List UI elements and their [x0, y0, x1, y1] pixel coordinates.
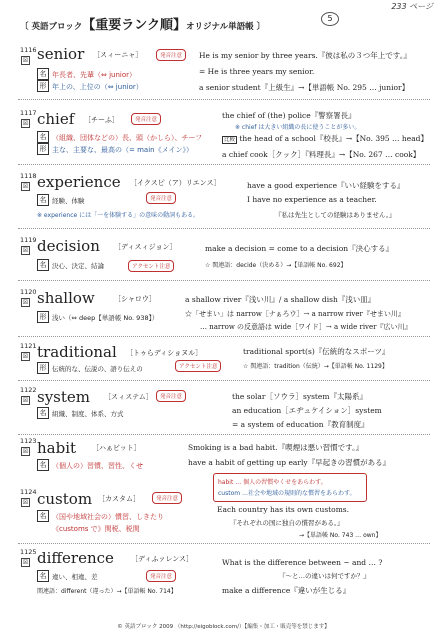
entry-number: 1123	[20, 437, 37, 445]
pronunciation: ［ディふァレンス］	[131, 555, 194, 563]
badge-accent: アクセント注意	[175, 360, 221, 372]
pronunciation: ［ハぁビット］	[92, 444, 141, 452]
pronunciation: ［スィーニャ］	[93, 51, 143, 59]
headword: custom	[37, 490, 93, 508]
checkbox[interactable]: ☒	[22, 183, 29, 190]
example: a senior student『上級生』→【単語帳 No. 295 … junior】	[199, 83, 410, 92]
pos-noun: 名	[37, 407, 49, 419]
page-number: 233 ページ	[391, 2, 433, 11]
meaning: 主な、主要な、最高の（= main《メイン》）	[52, 146, 193, 154]
checkbox[interactable]: ☒	[22, 448, 29, 455]
example: 比較 the head of a school『校長』→【No. 395 … head】	[224, 134, 428, 143]
badge-pronunciation: 発音注意	[146, 192, 176, 204]
related: →【単語帳 No. 743 … own】	[299, 532, 382, 539]
divider	[18, 228, 430, 229]
pos-adjective: 形	[37, 143, 49, 155]
headword: experience	[37, 173, 121, 191]
page-title: 〔 英語ブロック【重要ランク順】オリジナル単語帳 〕	[20, 18, 266, 33]
meaning: 浅い（⇔ deep【単語帳 No. 938】）	[52, 314, 159, 322]
entry-number: 1116	[20, 46, 37, 54]
example: make a decision = come to a decision『決心する』	[205, 244, 394, 253]
pronunciation: ［シャロウ］	[114, 295, 156, 303]
pronunciation: ［イクスピ（ア）リエンス］	[130, 179, 221, 187]
footer-copyright: © 英語ブロック 2009 （http://eigoblock.com/）【編集・加工・販売等を禁じます】	[117, 624, 330, 630]
divider	[18, 434, 430, 435]
pos-noun: 名	[37, 510, 49, 522]
pos-noun: 名	[37, 131, 49, 143]
meaning: （組織、団体などの）長、頭（かしら）、チーフ	[52, 134, 203, 142]
pronunciation: ［カスタム］	[98, 495, 140, 503]
meaning: 《customs で》関税、税関	[52, 525, 140, 533]
badge-pronunciation: 発音注意	[152, 492, 182, 504]
badge-pronunciation: 発音注意	[131, 113, 161, 125]
meaning: 年長者、先輩（⇔ junior）	[52, 71, 137, 79]
badge-accent: アクセント注意	[128, 260, 174, 272]
note: habit … 個人の習慣やくせをあらわす。	[218, 479, 327, 486]
pronunciation: ［ディスィジョン］	[114, 243, 177, 251]
badge-pronunciation: 発音注意	[146, 570, 176, 582]
headword: habit	[37, 439, 77, 457]
meaning: 年上の、上位の（⇔ junior）	[52, 83, 143, 91]
divider	[18, 99, 430, 100]
example: have a habit of getting up early『早起きの習慣がある』	[188, 458, 391, 467]
example: Each country has its own customs.	[217, 505, 350, 514]
meaning: 経験、体験	[52, 197, 85, 205]
meaning: （個人の）習慣、習性、くせ	[52, 462, 143, 470]
headword: difference	[37, 549, 114, 567]
example: = He is three years my senior.	[199, 67, 315, 76]
meaning: 伝統的な、伝説の、語り伝えの	[52, 365, 143, 373]
divider	[18, 280, 430, 281]
translation: 『私は先生としての経験はありません。』	[275, 211, 396, 219]
badge-pronunciation: 発音注意	[156, 49, 186, 61]
note: ※ chief は大きい組織の長に使うことが多い。	[235, 124, 361, 131]
example: a chief cook［クック］『料理長』→【No. 267 … cook】	[222, 150, 421, 159]
checkbox[interactable]: ☒	[22, 247, 29, 254]
headword: system	[37, 388, 90, 406]
pos-noun: 名	[37, 459, 49, 471]
checkbox[interactable]: ☒	[22, 120, 29, 127]
example: I have no experience as a teacher.	[247, 195, 377, 204]
entry-number: 1119	[20, 236, 37, 244]
example: the solar［ソウラ］system『太陽系』	[232, 392, 367, 401]
checkbox[interactable]: ☒	[22, 499, 29, 506]
note: custom …社会や地域の規則的な慣習をあらわす。	[218, 490, 356, 497]
related: 関連語：different（違った）→【単語帳 No. 714】	[37, 588, 177, 595]
entry-number: 1125	[20, 548, 37, 556]
pronunciation: ［チーふ］	[84, 116, 119, 124]
entry-number: 1124	[20, 488, 37, 496]
meaning: 違い、相違、差	[52, 573, 98, 581]
meaning: （国や地域社会の）慣習、しきたり	[52, 513, 164, 521]
entry-number: 1122	[20, 386, 37, 394]
note: ※ experience には「一を体験する」の意味の動詞もある。	[37, 212, 200, 219]
checkbox[interactable]: ☒	[22, 353, 29, 360]
translation: 『それぞれの国に独自の慣習がある。』	[230, 519, 344, 527]
translation: 『～と…の違いは何ですか？』	[279, 572, 370, 580]
pos-adjective: 形	[37, 80, 49, 92]
entry-number: 1121	[20, 342, 37, 350]
example: What is the difference between ~ and … ?	[222, 558, 383, 567]
pos-noun: 名	[37, 259, 49, 271]
checkbox[interactable]: ☒	[22, 57, 29, 64]
example: traditional sport(s)『伝統的なスポーツ』	[243, 347, 390, 356]
example: an education［エヂュケイション］system	[232, 406, 382, 415]
headword: decision	[37, 237, 100, 255]
checkbox[interactable]: ☒	[22, 397, 29, 404]
example: the chief of (the) police『警察署長』	[222, 111, 356, 120]
headword: chief	[37, 110, 75, 128]
headword: senior	[37, 45, 85, 63]
meaning: 組織、制度、体系、方式	[52, 410, 124, 418]
entry-number: 1120	[20, 288, 37, 296]
related: ☆ 関連語：tradition（伝統）→【単語帳 No. 1129】	[243, 363, 388, 370]
example: He is my senior by three years.『彼は私の３つ年上です。』	[199, 51, 411, 60]
example: … narrow の反意語は wide［ワイド］→ a wide river『広い川』	[200, 323, 412, 331]
divider	[18, 543, 430, 544]
divider	[18, 336, 430, 337]
example: have a good experience『いい経験をする』	[247, 181, 405, 190]
example: a shallow river『浅い川』/ a shallow dish『浅い皿』	[185, 295, 376, 304]
divider	[18, 164, 430, 165]
pos-adjective: 形	[37, 311, 49, 323]
headword: shallow	[37, 289, 95, 307]
checkbox[interactable]: ☒	[22, 299, 29, 306]
example: ☆「せまい」は narrow［ナぁろウ］→ a narrow river『せまい川』	[185, 310, 405, 318]
example: Smoking is a bad habit.『喫煙は悪い習慣です。』	[188, 443, 364, 452]
entry-number: 1117	[20, 109, 37, 117]
meaning: 決心、決定、結論	[52, 262, 104, 270]
section-number: 5	[321, 12, 339, 26]
example: = a system of education『教育制度』	[232, 420, 369, 429]
pos-noun: 名	[37, 194, 49, 206]
example: make a difference『違いが生じる』	[222, 586, 351, 595]
checkbox[interactable]: ☒	[22, 559, 29, 566]
badge-pronunciation: 発音注意	[156, 390, 186, 402]
pronunciation: ［スィステム］	[104, 393, 153, 401]
related: ☆ 関連語：decide（決める）→【単語帳 No. 692】	[205, 262, 347, 269]
pronunciation: ［トゥらディショヌル］	[126, 349, 203, 357]
pos-adjective: 形	[37, 362, 49, 374]
divider	[18, 380, 430, 381]
headword: traditional	[37, 343, 117, 361]
entry-number: 1118	[20, 172, 37, 180]
pos-noun: 名	[37, 68, 49, 80]
pos-noun: 名	[37, 570, 49, 582]
